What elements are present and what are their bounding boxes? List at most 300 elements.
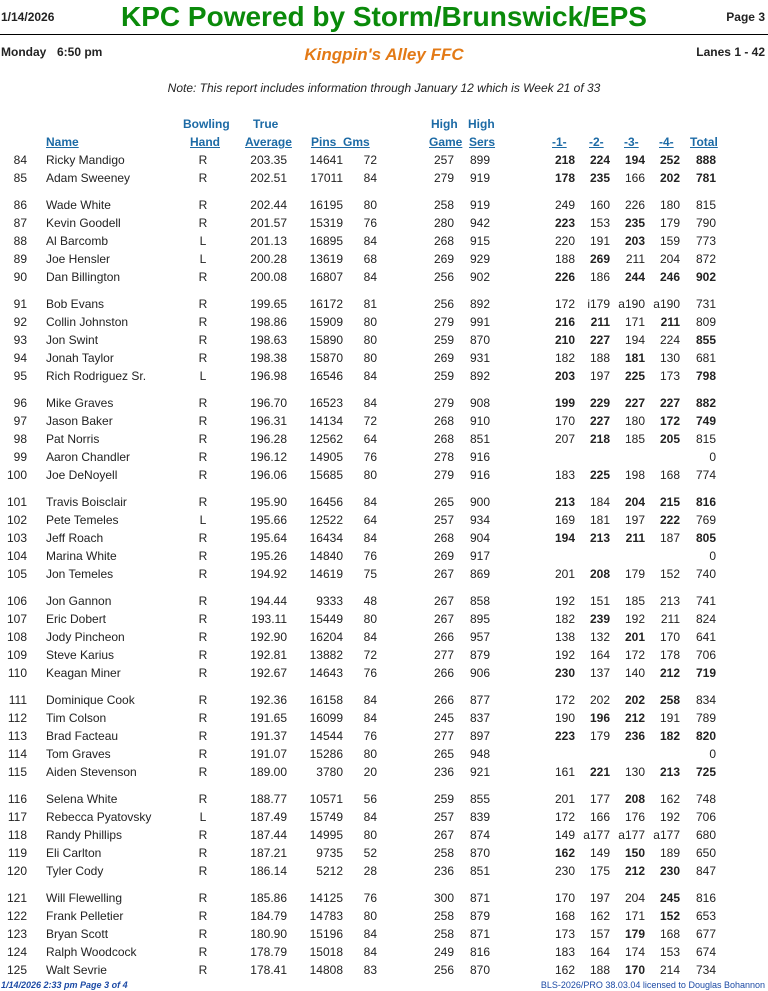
player-average: 194.44 (250, 594, 287, 608)
player-games: 72 (363, 153, 377, 167)
player-hand: R (198, 792, 208, 806)
series-total: 789 (695, 711, 716, 725)
col-header-high-game-top: High (431, 117, 458, 131)
player-pins: 12562 (309, 432, 343, 446)
player-hand: R (198, 693, 208, 707)
game-1-score: 168 (554, 909, 575, 923)
game-3-score: 174 (624, 945, 645, 959)
game-4-score: 182 (659, 729, 680, 743)
game-4-score: 227 (659, 396, 680, 410)
game-3-score: 211 (625, 531, 645, 545)
player-high-series: 908 (469, 396, 490, 410)
game-2-score: 160 (589, 198, 610, 212)
player-hand: R (198, 729, 208, 743)
player-average: 198.63 (250, 333, 287, 347)
player-high-game: 277 (433, 729, 454, 743)
player-name: Wade White (46, 198, 111, 212)
player-high-series: 991 (469, 315, 490, 329)
player-hand: R (198, 270, 208, 284)
player-rank: 125 (6, 963, 27, 977)
player-pins: 14125 (309, 891, 343, 905)
col-header-game3: -3- (624, 135, 639, 149)
player-average: 199.65 (250, 297, 287, 311)
game-3-score: 212 (624, 711, 645, 725)
player-high-game: 257 (433, 513, 454, 527)
game-3-score: 166 (624, 171, 645, 185)
player-rank: 119 (7, 846, 27, 860)
series-total: 872 (695, 252, 716, 266)
player-pins: 14619 (309, 567, 343, 581)
col-header-average: Average (245, 135, 292, 149)
player-games: 84 (363, 495, 377, 509)
player-high-series: 851 (469, 864, 490, 878)
player-pins: 14808 (309, 963, 343, 977)
player-name: Al Barcomb (46, 234, 109, 248)
player-high-series: 837 (469, 711, 490, 725)
series-total: 650 (695, 846, 716, 860)
game-4-score: 168 (659, 468, 680, 482)
game-3-score: 201 (624, 630, 645, 644)
game-4-score: a190 (653, 297, 680, 311)
player-pins: 14783 (309, 909, 343, 923)
game-2-score: 188 (589, 963, 610, 977)
player-high-series: 915 (469, 234, 490, 248)
player-games: 76 (363, 666, 377, 680)
game-3-score: 225 (624, 369, 645, 383)
player-pins: 14641 (309, 153, 343, 167)
series-total: 774 (695, 468, 716, 482)
player-games: 80 (363, 333, 377, 347)
game-3-score: 194 (624, 333, 645, 347)
player-high-series: 870 (469, 333, 490, 347)
player-hand: R (198, 216, 208, 230)
player-name: Will Flewelling (46, 891, 123, 905)
player-average: 191.65 (250, 711, 287, 725)
game-3-score: 203 (624, 234, 645, 248)
game-3-score: 202 (624, 693, 645, 707)
player-high-series: 892 (469, 297, 490, 311)
player-games: 75 (363, 567, 377, 581)
player-average: 198.86 (250, 315, 287, 329)
game-1-score: 170 (554, 891, 575, 905)
series-total: 834 (695, 693, 716, 707)
player-high-series: 892 (469, 369, 490, 383)
player-name: Collin Johnston (46, 315, 129, 329)
series-total: 641 (695, 630, 716, 644)
player-games: 76 (363, 216, 377, 230)
series-total: 0 (709, 747, 716, 761)
game-1-score: 183 (554, 945, 575, 959)
player-rank: 116 (7, 792, 27, 806)
player-rank: 123 (6, 927, 27, 941)
series-total: 902 (695, 270, 716, 284)
player-name: Tyler Cody (46, 864, 104, 878)
series-total: 809 (695, 315, 716, 329)
col-header-total: Total (690, 135, 718, 149)
player-pins: 9735 (316, 846, 343, 860)
player-average: 186.14 (250, 864, 287, 878)
player-high-series: 871 (469, 927, 490, 941)
player-high-series: 948 (469, 747, 490, 761)
game-2-score: 225 (589, 468, 610, 482)
col-header-high-game: Game (429, 135, 463, 149)
player-rank: 99 (13, 450, 27, 464)
game-1-score: 192 (554, 594, 575, 608)
series-total: 677 (695, 927, 716, 941)
player-rank: 88 (13, 234, 27, 248)
game-3-score: 172 (624, 648, 645, 662)
player-name: Travis Boisclair (46, 495, 127, 509)
player-name: Adam Sweeney (46, 171, 131, 185)
game-4-score: 205 (659, 432, 680, 446)
col-header-game2: -2- (589, 135, 604, 149)
game-4-score: 130 (659, 351, 680, 365)
player-high-game: 279 (433, 468, 454, 482)
game-3-score: 204 (624, 495, 645, 509)
player-name: Joe DeNoyell (46, 468, 118, 482)
game-1-score: 169 (554, 513, 575, 527)
player-average: 187.49 (250, 810, 287, 824)
player-name: Rich Rodriguez Sr. (46, 369, 147, 383)
player-rank: 94 (13, 351, 27, 365)
player-high-game: 268 (433, 234, 454, 248)
player-high-series: 919 (469, 198, 490, 212)
game-3-score: 211 (625, 252, 645, 266)
league-time: 6:50 pm (57, 45, 103, 59)
player-rank: 84 (13, 153, 27, 167)
player-high-game: 266 (433, 693, 454, 707)
player-hand: R (198, 297, 208, 311)
game-3-score: 208 (624, 792, 645, 806)
game-2-score: 235 (589, 171, 610, 185)
player-high-series: 869 (469, 567, 490, 581)
player-rank: 100 (6, 468, 27, 482)
report-date: 1/14/2026 (1, 10, 55, 24)
player-games: 80 (363, 198, 377, 212)
player-high-series: 858 (469, 594, 490, 608)
player-high-game: 257 (433, 153, 454, 167)
game-1-score: 201 (554, 567, 575, 581)
player-pins: 14995 (309, 828, 343, 842)
player-name: Joe Hensler (46, 252, 111, 266)
player-games: 84 (363, 927, 377, 941)
player-average: 191.07 (250, 747, 287, 761)
player-pins: 16546 (309, 369, 343, 383)
game-2-score: 179 (589, 729, 610, 743)
game-2-score: 211 (590, 315, 610, 329)
player-games: 56 (363, 792, 377, 806)
game-1-score: 188 (554, 252, 575, 266)
series-total: 748 (695, 792, 716, 806)
player-name: Kevin Goodell (46, 216, 121, 230)
player-hand: R (198, 927, 208, 941)
player-high-series: 906 (469, 666, 490, 680)
player-high-series: 900 (469, 495, 490, 509)
player-average: 196.06 (250, 468, 287, 482)
series-total: 706 (695, 648, 716, 662)
player-pins: 13619 (309, 252, 343, 266)
player-pins: 14840 (309, 549, 343, 563)
game-3-score: 227 (624, 396, 645, 410)
game-2-score: 197 (589, 891, 610, 905)
player-average: 188.77 (250, 792, 287, 806)
game-4-score: 172 (659, 414, 680, 428)
player-hand: R (198, 549, 208, 563)
game-3-score: 197 (624, 513, 645, 527)
player-name: Pat Norris (46, 432, 100, 446)
player-high-game: 258 (433, 846, 454, 860)
player-name: Jon Gannon (46, 594, 112, 608)
player-average: 201.57 (250, 216, 287, 230)
player-average: 195.64 (250, 531, 287, 545)
player-average: 196.70 (250, 396, 287, 410)
player-games: 84 (363, 711, 377, 725)
player-games: 80 (363, 468, 377, 482)
player-games: 76 (363, 549, 377, 563)
col-header-name: Name (46, 135, 79, 149)
player-pins: 15286 (309, 747, 343, 761)
series-total: 769 (695, 513, 716, 527)
player-rank: 92 (13, 315, 27, 329)
player-high-series: 917 (469, 549, 490, 563)
player-pins: 9333 (316, 594, 343, 608)
player-hand: R (198, 891, 208, 905)
game-2-score: 227 (589, 333, 610, 347)
player-pins: 5212 (316, 864, 343, 878)
game-3-score: 150 (624, 846, 645, 860)
player-rank: 104 (6, 549, 27, 563)
player-name: Ralph Woodcock (46, 945, 137, 959)
player-hand: R (198, 198, 208, 212)
player-high-series: 934 (469, 513, 490, 527)
game-2-score: 197 (589, 369, 610, 383)
game-1-score: 172 (554, 693, 575, 707)
game-4-score: 189 (659, 846, 680, 860)
player-high-game: 268 (433, 531, 454, 545)
player-high-game: 267 (433, 567, 454, 581)
game-4-score: 173 (659, 369, 680, 383)
game-1-score: 213 (554, 495, 575, 509)
game-1-score: 203 (554, 369, 575, 383)
game-2-score: a177 (583, 828, 610, 842)
game-3-score: 204 (624, 891, 645, 905)
series-total: 653 (695, 909, 716, 923)
game-3-score: 176 (624, 810, 645, 824)
player-games: 84 (363, 396, 377, 410)
game-3-score: 170 (624, 963, 645, 977)
player-hand: R (198, 648, 208, 662)
player-rank: 97 (13, 414, 27, 428)
player-rank: 87 (13, 216, 27, 230)
player-hand: L (199, 810, 207, 824)
player-hand: L (199, 369, 207, 383)
player-high-game: 267 (433, 612, 454, 626)
player-hand: R (198, 711, 208, 725)
league-name: Kingpin's Alley FFC (304, 45, 464, 64)
series-total: 731 (695, 297, 716, 311)
player-rank: 91 (13, 297, 27, 311)
player-high-series: 877 (469, 693, 490, 707)
player-games: 80 (363, 315, 377, 329)
player-pins: 3780 (316, 765, 343, 779)
player-average: 187.44 (250, 828, 287, 842)
player-high-game: 269 (433, 351, 454, 365)
footer-license: BLS-2026/PRO 38.03.04 licensed to Douglas Bohannon (540, 980, 765, 990)
series-total: 790 (695, 216, 716, 230)
player-average: 192.36 (250, 693, 287, 707)
game-4-score: 170 (659, 630, 680, 644)
player-games: 20 (363, 765, 377, 779)
game-2-score: 153 (589, 216, 610, 230)
game-3-score: 171 (624, 909, 645, 923)
game-1-score: 223 (554, 729, 575, 743)
player-high-game: 268 (433, 432, 454, 446)
player-games: 80 (363, 909, 377, 923)
player-high-game: 266 (433, 630, 454, 644)
player-high-game: 279 (433, 171, 454, 185)
series-total: 820 (695, 729, 716, 743)
player-average: 192.81 (250, 648, 287, 662)
player-high-game: 256 (433, 963, 454, 977)
player-high-game: 258 (433, 909, 454, 923)
player-high-series: 839 (469, 810, 490, 824)
game-2-score: 137 (589, 666, 610, 680)
game-4-score: 246 (659, 270, 680, 284)
player-hand: R (198, 495, 208, 509)
col-header-high-sers: Sers (469, 135, 496, 149)
series-total: 798 (695, 369, 716, 383)
player-rank: 109 (6, 648, 27, 662)
player-name: Randy Phillips (46, 828, 123, 842)
player-name: Tom Graves (46, 747, 111, 761)
player-pins: 15449 (309, 612, 343, 626)
game-1-score: 162 (554, 846, 575, 860)
series-total: 706 (695, 810, 716, 824)
player-rank: 95 (13, 369, 27, 383)
player-average: 201.13 (250, 234, 287, 248)
player-games: 80 (363, 351, 377, 365)
player-average: 193.11 (251, 612, 287, 626)
player-games: 84 (363, 171, 377, 185)
player-hand: R (198, 666, 208, 680)
player-name: Pete Temeles (46, 513, 119, 527)
player-games: 80 (363, 747, 377, 761)
series-total: 674 (695, 945, 716, 959)
series-total: 888 (695, 153, 716, 167)
player-average: 203.35 (250, 153, 287, 167)
player-games: 84 (363, 369, 377, 383)
game-2-score: 184 (589, 495, 610, 509)
series-total: 740 (695, 567, 716, 581)
player-high-game: 266 (433, 666, 454, 680)
player-name: Brad Facteau (46, 729, 119, 743)
series-total: 725 (695, 765, 716, 779)
league-day: Monday (1, 45, 47, 59)
game-4-score: 178 (659, 648, 680, 662)
player-pins: 15870 (309, 351, 343, 365)
player-games: 80 (363, 612, 377, 626)
game-2-score: 208 (589, 567, 610, 581)
player-high-series: 942 (469, 216, 490, 230)
header-divider (0, 34, 768, 35)
player-hand: R (198, 432, 208, 446)
player-hand: R (198, 450, 208, 464)
game-3-score: 140 (624, 666, 645, 680)
player-rank: 112 (7, 711, 27, 725)
game-1-score: 210 (554, 333, 575, 347)
player-games: 84 (363, 945, 377, 959)
col-header-hand: Hand (190, 135, 220, 149)
game-1-score: 249 (554, 198, 575, 212)
player-pins: 15890 (309, 333, 343, 347)
game-1-score: 161 (554, 765, 575, 779)
player-rank: 124 (6, 945, 27, 959)
game-4-score: 252 (659, 153, 680, 167)
player-games: 84 (363, 630, 377, 644)
game-1-score: 220 (554, 234, 575, 248)
player-rank: 113 (7, 729, 27, 743)
player-name: Steve Karius (46, 648, 115, 662)
game-4-score: 192 (659, 810, 680, 824)
player-high-series: 957 (469, 630, 490, 644)
player-average: 185.86 (250, 891, 287, 905)
player-name: Bryan Scott (46, 927, 109, 941)
game-2-score: 164 (589, 648, 610, 662)
game-2-score: 213 (589, 531, 610, 545)
player-high-game: 236 (433, 864, 454, 878)
game-1-score: 149 (554, 828, 575, 842)
game-4-score: 152 (659, 567, 680, 581)
player-high-series: 929 (469, 252, 490, 266)
game-3-score: 194 (624, 153, 645, 167)
player-hand: R (198, 567, 208, 581)
player-hand: R (198, 612, 208, 626)
player-name: Walt Sevrie (46, 963, 107, 977)
player-pins: 16099 (309, 711, 343, 725)
player-high-game: 236 (433, 765, 454, 779)
player-high-game: 245 (433, 711, 454, 725)
player-hand: L (199, 252, 207, 266)
game-1-score: 223 (554, 216, 575, 230)
game-1-score: 192 (554, 648, 575, 662)
player-high-game: 257 (433, 810, 454, 824)
game-2-score: 239 (589, 612, 610, 626)
player-rank: 96 (13, 396, 27, 410)
player-high-game: 267 (433, 828, 454, 842)
player-average: 200.08 (250, 270, 287, 284)
player-high-series: 910 (469, 414, 490, 428)
player-high-series: 874 (469, 828, 490, 842)
player-rank: 111 (8, 693, 27, 707)
game-1-score: 173 (554, 927, 575, 941)
player-name: Eli Carlton (46, 846, 102, 860)
game-3-score: 130 (624, 765, 645, 779)
game-4-score: 180 (659, 198, 680, 212)
player-high-game: 258 (433, 927, 454, 941)
game-2-score: 157 (589, 927, 610, 941)
game-2-score: 164 (589, 945, 610, 959)
game-4-score: 211 (660, 315, 680, 329)
player-average: 195.90 (250, 495, 287, 509)
player-high-series: 916 (469, 468, 490, 482)
game-3-score: 185 (624, 432, 645, 446)
player-games: 84 (363, 693, 377, 707)
footer-print-info: 1/14/2026 2:33 pm Page 3 of 4 (1, 980, 128, 990)
game-1-score: 172 (554, 297, 575, 311)
player-games: 76 (363, 891, 377, 905)
player-average: 189.00 (250, 765, 287, 779)
game-1-score: 218 (554, 153, 575, 167)
